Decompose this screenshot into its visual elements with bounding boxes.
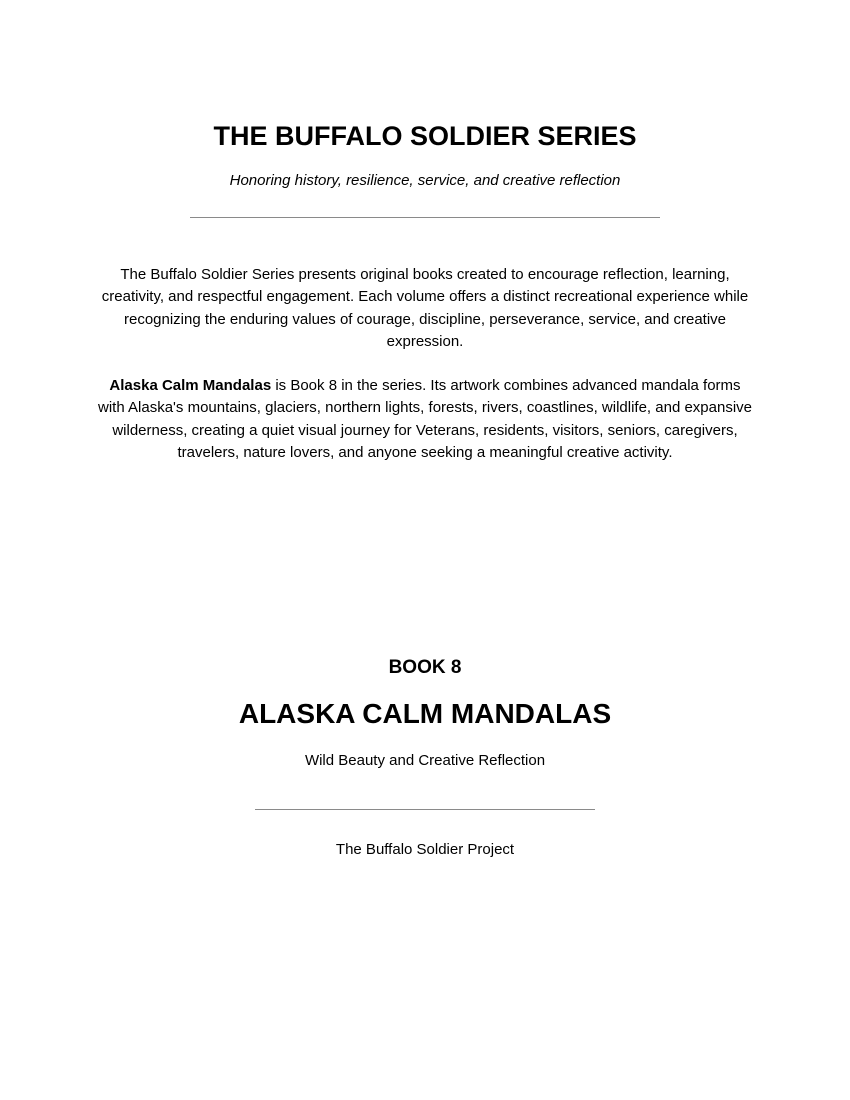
book-description-title: Alaska Calm Mandalas	[109, 377, 272, 394]
book-title: ALASKA CALM MANDALAS	[238, 698, 612, 729]
book-description-paragraph	[95, 375, 755, 464]
publisher-name: The Buffalo Soldier Project	[335, 841, 515, 858]
series-title: THE BUFFALO SOLDIER SERIES	[213, 121, 637, 151]
book-description-text: is Book 8 in the series. Its artwork combines advanced mandala forms with Alaska's mountains, glaciers, northern lights, forests, rivers, coastlines, wildlife, and expansive wilderness, creating a quiet visual journey for Veterans, residents, visitors, seniors, caregivers, travelers, nature lovers, and anyone seeking a meaningful creative activity.	[98, 377, 752, 461]
bottom-divider	[255, 809, 595, 810]
top-divider	[190, 217, 660, 218]
series-subtitle: Honoring history, resilience, service, and creative reflection	[229, 172, 621, 189]
book-number: BOOK 8	[388, 657, 462, 678]
series-intro-paragraph: The Buffalo Soldier Series presents original books created to encourage reflection, learning, creativity, and respectful engagement. Each volume offers a distinct recreational experience while recognizing the enduring values of courage, discipline, perseverance, service, and creative expression.	[101, 266, 749, 350]
book-subtitle: Wild Beauty and Creative Reflection	[304, 752, 546, 769]
